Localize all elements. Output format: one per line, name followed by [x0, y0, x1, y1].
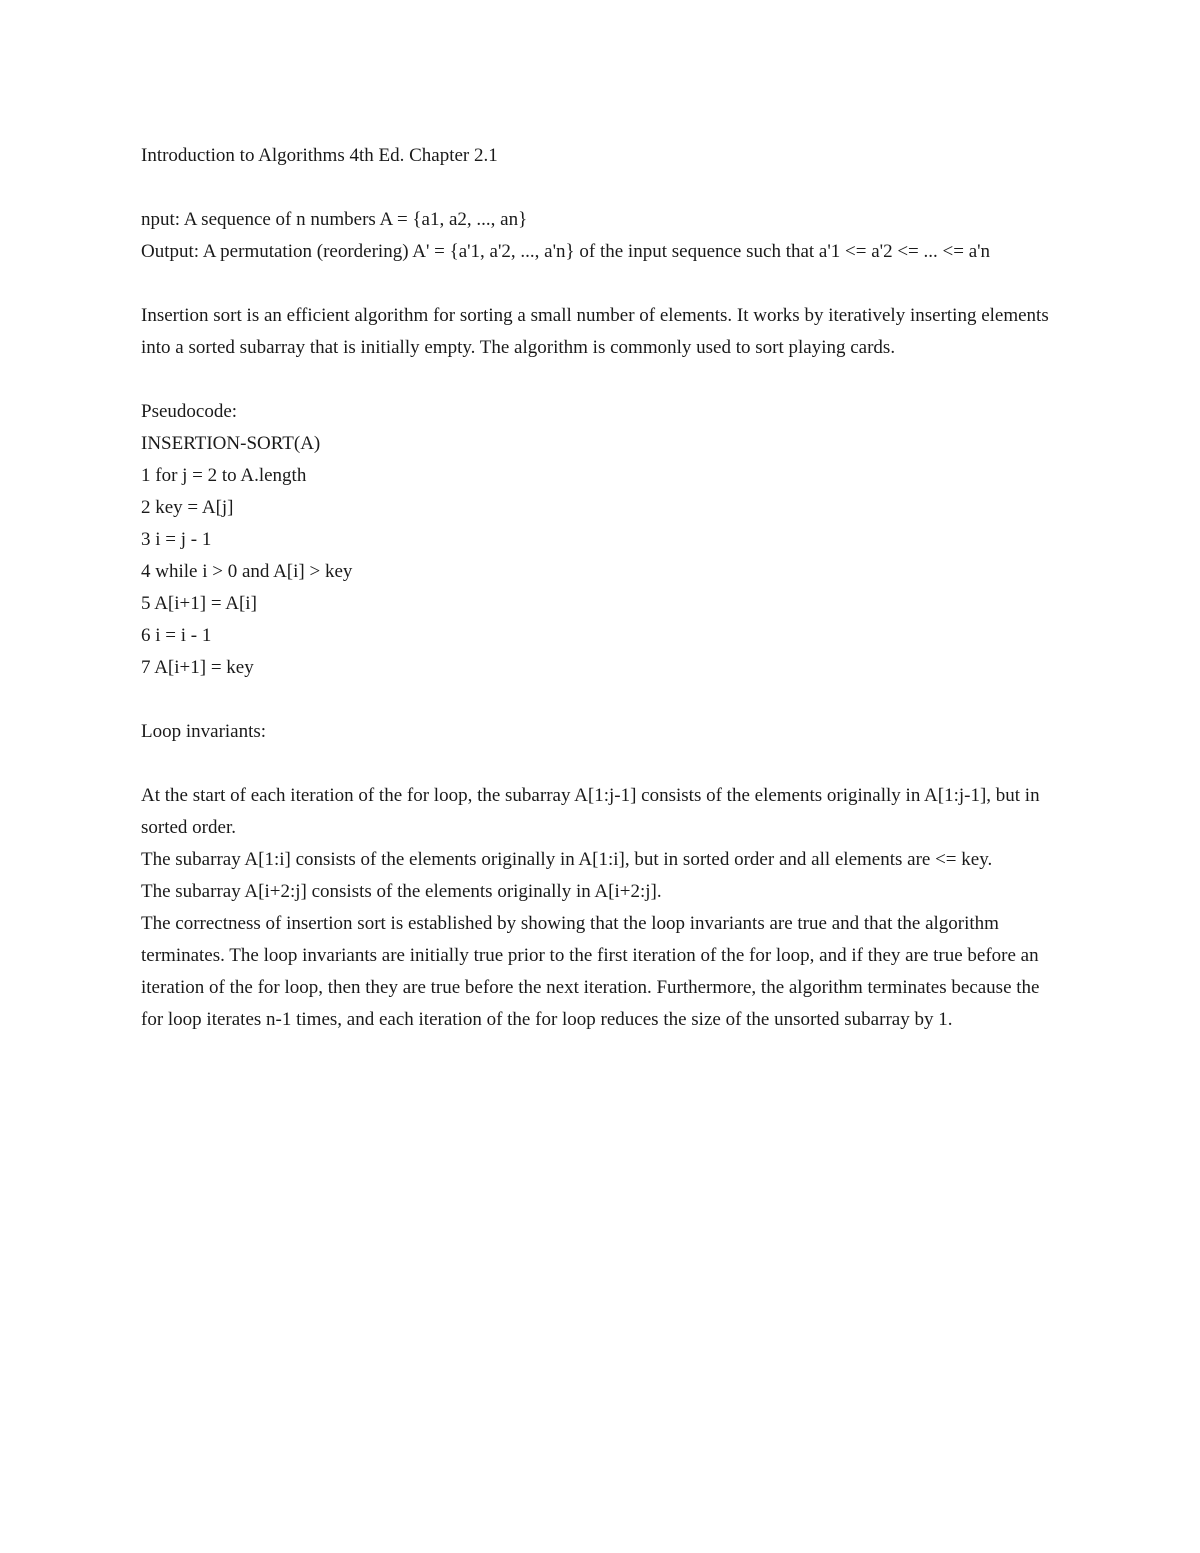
input-definition: nput: A sequence of n numbers A = {a1, a2, ..., an}: [141, 209, 528, 230]
invariant-1: At the start of each iteration of the for loop, the subarray A[1:j-1] consists of the elements originally in A[1:j-1], but in sorted order.: [141, 785, 1040, 838]
pseudocode-line: 7 A[i+1] = key: [141, 657, 254, 678]
pseudocode-header: INSERTION-SORT(A): [141, 433, 321, 454]
pseudocode-line: 5 A[i+1] = A[i]: [141, 593, 257, 614]
document-title: Introduction to Algorithms 4th Ed. Chapter 2.1: [141, 145, 498, 166]
intro-paragraph: Insertion sort is an efficient algorithm for sorting a small number of elements. It works by iteratively inserting elements into a sorted subarray that is initially empty. The algorithm is commonly used to sort playing cards.: [141, 305, 1049, 358]
spacer: [141, 684, 1061, 716]
spacer: [141, 364, 1061, 396]
document-page: [141, 140, 1061, 1036]
output-definition: Output: A permutation (reordering) A' = {a'1, a'2, ..., a'n} of the input sequence such that a'1 <= a'2 <= ... <= a'n: [141, 241, 991, 262]
spacer: [141, 748, 1061, 780]
correctness-paragraph: The correctness of insertion sort is established by showing that the loop invariants are true and that the algorithm terminates. The loop invariants are initially true prior to the first iteration of the for loop, and if they are true before an iteration of the for loop, then they are true before the next iteration. Furthermore, the algorithm terminates because the for loop iterates n-1 times, and each iteration of the for loop reduces the size of the unsorted subarray by 1.: [141, 913, 1040, 1030]
pseudocode-line: 4 while i > 0 and A[i] > key: [141, 561, 353, 582]
spacer: [141, 172, 1061, 204]
invariant-3: The subarray A[i+2:j] consists of the elements originally in A[i+2:j].: [141, 881, 662, 902]
pseudocode-line: 1 for j = 2 to A.length: [141, 465, 307, 486]
pseudocode-label: Pseudocode:: [141, 401, 238, 422]
pseudocode-line: 6 i = i - 1: [141, 625, 212, 646]
pseudocode-line: 2 key = A[j]: [141, 497, 234, 518]
pseudocode-line: 3 i = j - 1: [141, 529, 212, 550]
invariants-label: Loop invariants:: [141, 721, 267, 742]
invariant-2: The subarray A[1:i] consists of the elements originally in A[1:i], but in sorted order and all elements are <= key.: [141, 849, 993, 870]
spacer: [141, 268, 1061, 300]
